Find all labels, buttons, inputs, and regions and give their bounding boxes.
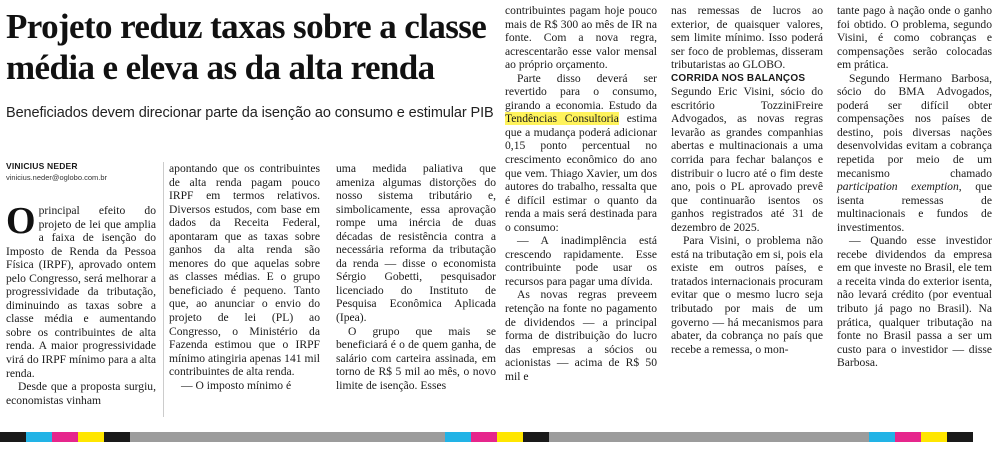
paragraph: uma medida paliativa que ameniza algumas distorções do nosso sistema tributário e, simbolicamente, essa aprovação rompe uma inércia de duas décadas de resistência contra a necessária reforma da tributação da renda — disse o economista Sérgio Gobetti, pesquisador licenciado do Instituto de Pesquisa Econômica Aplicada (Ipea).	[336, 162, 496, 325]
color-swatch	[130, 432, 445, 442]
color-swatch	[52, 432, 78, 442]
paragraph: apontando que os contribuintes de alta renda pagam pouco IRPF em termos relativos. Diversos estudos, com base em dados da Receita Federal, apontaram que as taxas sobre ganhos da alta renda são menores do que aquelas sobre as classes médias. E o grupo beneficiado é pequeno. Tanto que, ao anunciar o envio do projeto de lei (PL) ao Congresso, o Ministério da Fazenda estimou que o IRPF mínimo atingiria apenas 141 mil contribuintes de alta renda.	[169, 162, 320, 379]
color-swatch	[497, 432, 523, 442]
dropcap: O	[6, 200, 36, 242]
color-swatch	[26, 432, 52, 442]
color-swatch	[104, 432, 130, 442]
highlighted-text: Tendências Consultoria	[505, 112, 619, 126]
column-divider	[163, 162, 164, 417]
color-swatch	[523, 432, 549, 442]
column-2	[169, 162, 320, 392]
paragraph: Oprincipal efeito do projeto de lei que amplia a faixa de isenção do Imposto de Renda da Pessoa Física (IRPF), aprovado ontem pelo Congresso, será melhorar a progressividade da tributação, diminuindo as taxas sobre a classe média e aumentando sobre os contribuintes de alta renda. A maior progressividade virá do IRPF mínimo para a alta renda.	[6, 200, 156, 380]
article-subtitle: Beneficiados devem direcionar parte da isenção ao consumo e estimular PIB	[6, 105, 494, 121]
column-3	[336, 162, 496, 392]
color-swatch	[78, 432, 104, 442]
article-title: Projeto reduz taxas sobre a classe média e eleva as da alta renda	[6, 7, 487, 87]
column-6	[837, 4, 992, 370]
byline	[6, 161, 156, 183]
author-email[interactable]: vinicius.neder@oglobo.com.br	[6, 173, 107, 182]
author-name: VINICIUS NEDER	[6, 161, 78, 171]
color-swatch	[947, 432, 973, 442]
column-4	[505, 4, 657, 383]
paragraph: Desde que a proposta surgiu, economistas vinham	[6, 380, 156, 407]
paragraph: — O imposto mínimo é	[181, 378, 292, 392]
color-swatch	[921, 432, 947, 442]
paragraph: contribuintes pagam hoje pouco mais de R$ 300 ao mês de IR na fonte. Com a nova regra, acrescentarão esse valor mensal ao próprio orçamento.	[505, 4, 657, 72]
paragraph: Parte disso deverá ser revertido para o consumo, girando a economia. Estudo da Tendências Consultoria estima que a mudança poderá adicionar 0,15 ponto percentual no crescimento econômico do ano que vem. Thiago Xavier, um dos autores do trabalho, ressalta que é difícil estimar o quanto da renda a mais será destinada para o consumo:	[505, 71, 657, 234]
color-swatch	[549, 432, 869, 442]
color-swatch	[445, 432, 471, 442]
paragraph: tante pago à nação onde o ganho foi obtido. O problema, segundo Visini, é como cobranças e compensações serão colocadas em prática.	[837, 4, 992, 72]
paragraph: — Quando esse investidor recebe dividendos da empresa em que investe no Brasil, ele tem a receita vinda do exterior isenta, não levará crédito (por eventual tributo já pago no Brasil). Na prática, qualquer tributação na fonte no Brasil passa a ser um custo para o investidor — disse Barbosa.	[837, 234, 992, 370]
section-subhead: CORRIDA NOS BALANÇOS	[671, 72, 806, 84]
paragraph: Segundo Eric Visini, sócio do escritório TozziniFreire Advogados, as novas regras levarão as grandes companhias abertas e multinacionais a uma corrida para fechar balanços e distribuir o lucro até o fim deste ano, pois o PL aprovado prevê que continuarão isentos os ganhos registrados até 31 de dezembro de 2025.	[671, 85, 823, 234]
paragraph: Para Visini, o problema não está na tributação em si, pois ela existe em outros países, e tratados internacionais procuram evitar que o mesmo lucro seja tributado por mais de um governo — há mecanismos para abater, da cobrança no país que recebe a remessa, o mon-	[671, 234, 823, 356]
paragraph: O grupo que mais se beneficiará é o de quem ganha, de salário com carteira assinada, em torno de R$ 5 mil ao mês, o novo limite de isenção. Esses	[336, 324, 496, 392]
paragraph: As novas regras preveem retenção na fonte no pagamento de dividendos — a principal forma de distribuição do lucro das empresas a sócios ou acionistas — acima de R$ 50 mil e	[505, 288, 657, 383]
color-swatch	[895, 432, 921, 442]
column-1	[6, 200, 156, 407]
paragraph: nas remessas de lucros ao exterior, de quaisquer valores, sem limite mínimo. Isso poderá ser foco de problemas, disseram tributaristas ao GLOBO.	[671, 4, 823, 72]
color-swatch	[471, 432, 497, 442]
color-swatch	[869, 432, 895, 442]
paragraph: — A inadimplência está crescendo rapidamente. Esse contribuinte pode usar os recursos para pagar uma dívida.	[505, 234, 657, 288]
color-swatch	[0, 432, 26, 442]
color-registration-bar	[0, 432, 1001, 442]
column-5	[671, 4, 823, 356]
paragraph: Segundo Hermano Barbosa, sócio do BMA Advogados, poderá ser difícil obter compensações nos países de destino, pois diversas nações desenvolvidas evitam a cobrança repetida por meio de um mecanismo chamado participation exemption, que isenta remessas de multinacionais e fundos de investimentos.	[837, 71, 992, 234]
